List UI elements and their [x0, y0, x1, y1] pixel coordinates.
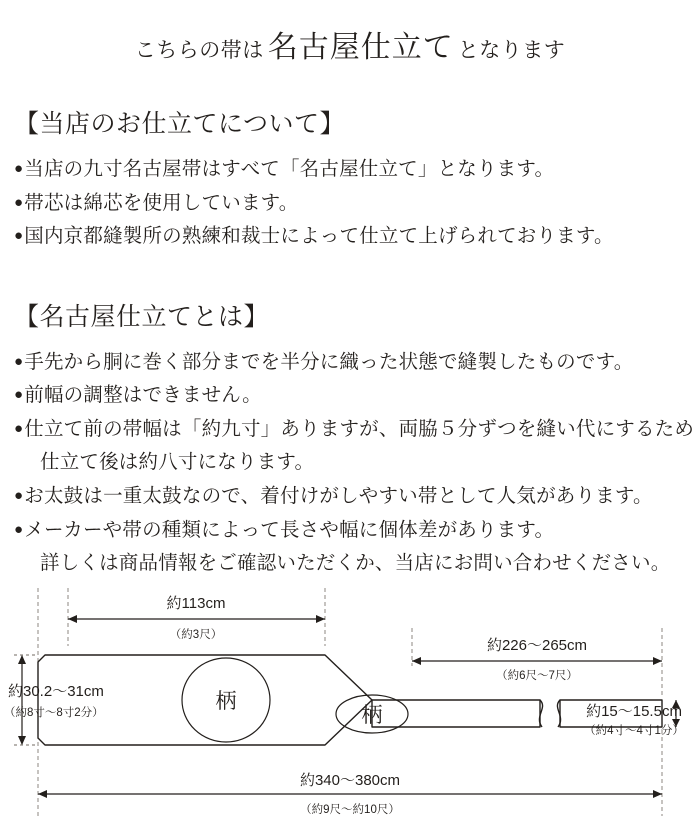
bullet-icon: ● [14, 228, 24, 245]
page-title-tail: となります [457, 38, 566, 62]
list-item-text: お太鼓は一重太鼓なので、着付けがしやすい帯として人気があります。 [24, 486, 653, 508]
list-item-continuation: 仕立て後は約八寸になります。 [40, 452, 315, 474]
section-title: 【名古屋仕立てとは】 [14, 303, 270, 331]
page-title-lead: こちらの帯は [134, 38, 264, 62]
dimension-left-width-sub: （約8寸〜8寸2分） [4, 707, 104, 719]
list-item-text: 前幅の調整はできません。 [24, 385, 262, 407]
pattern-label-large: 柄 [215, 689, 237, 713]
section-shop-tailoring [0, 104, 700, 253]
bullet-icon: ● [14, 387, 24, 404]
bullet-icon: ● [14, 161, 24, 177]
dimension-total-value: 約340〜380cm [299, 772, 401, 789]
dimension-top-value: 約113cm [166, 595, 226, 612]
list-item-continuation: 詳しくは商品情報をご確認いただくか、当店にお問い合わせください。 [40, 553, 671, 575]
list-item-text: 国内京都縫製所の熟練和裁士によって仕立て上げられております。 [24, 226, 614, 248]
section-nagoya-definition [0, 297, 700, 580]
list-item [14, 188, 686, 220]
list-item [14, 154, 686, 186]
pattern-label-small: 柄 [361, 703, 383, 727]
bullet-icon: ● [14, 420, 24, 437]
dimension-right-sub: （約6尺〜7尺） [496, 670, 578, 682]
list-item-text: 手先から胴に巻く部分までを半分に織った状態で縫製したものです。 [24, 351, 634, 373]
dimension-right-width-value: 約15〜15.5cm [586, 703, 682, 720]
dimension-total-sub: （約9尺〜約10尺） [300, 804, 400, 816]
list-item-text: 仕立て前の帯幅は「約九寸」ありますが、両脇５分ずつを縫い代にするため [24, 418, 695, 440]
bullet-icon: ● [14, 488, 24, 505]
bullet-icon: ● [14, 521, 24, 538]
dimension-total [38, 790, 662, 798]
list-item-text: 当店の九寸名古屋帯はすべて「名古屋仕立て」となります。 [24, 159, 555, 180]
bullet-icon: ● [14, 194, 24, 211]
obi-dimension-diagram [0, 566, 700, 840]
dimension-top [68, 615, 325, 623]
dimension-top-sub: （約3尺） [169, 629, 223, 641]
page-title-emphasis: 名古屋仕立て [267, 31, 454, 64]
page-title [0, 0, 700, 66]
list-item [14, 380, 686, 412]
list-item [14, 481, 686, 513]
dimension-right-value: 約226〜265cm [486, 637, 588, 654]
list-item-text: 帯芯は綿芯を使用しています。 [24, 192, 299, 214]
list-item [14, 414, 695, 446]
list-item-text: メーカーや帯の種類によって長さや幅に個体差があります。 [24, 519, 555, 541]
dimension-left-width [14, 655, 38, 745]
list-item [14, 347, 686, 379]
list-item [14, 515, 686, 547]
dimension-right [412, 657, 662, 665]
list-item [14, 221, 686, 253]
section-title: 【当店のお仕立てについて】 [14, 111, 346, 138]
break-mark [539, 700, 560, 727]
bullet-icon: ● [14, 353, 24, 370]
obi-outline [38, 655, 662, 745]
dimension-left-width-value: 約30.2〜31cm [8, 683, 104, 700]
dimension-right-width-sub: （約4寸〜4寸1分） [584, 725, 684, 737]
